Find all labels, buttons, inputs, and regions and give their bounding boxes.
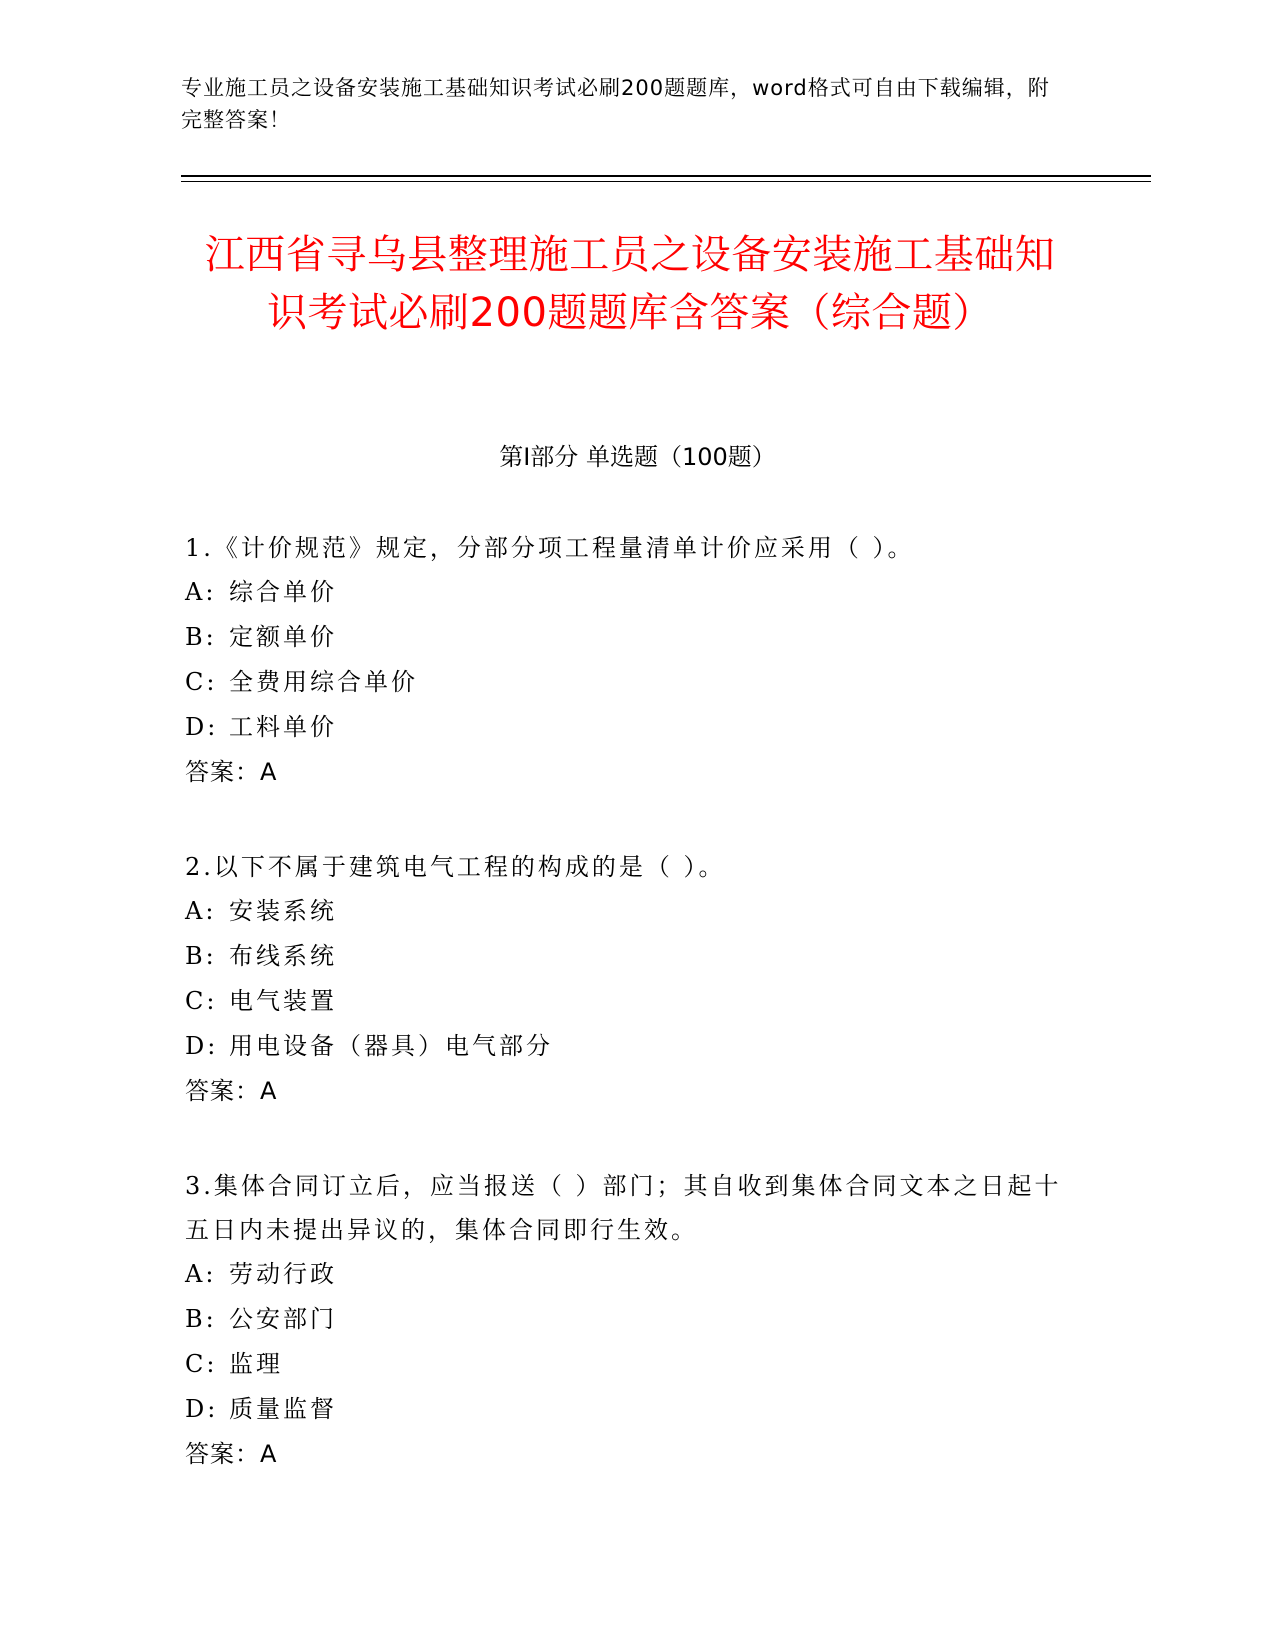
header-divider-thick xyxy=(181,175,1151,177)
option-a xyxy=(185,889,1065,934)
question-1 xyxy=(185,526,1065,795)
option-text: 劳动行政 xyxy=(229,1260,337,1288)
option-a xyxy=(185,570,1065,615)
option-text: 全费用综合单价 xyxy=(229,668,418,696)
question-stem: 2.以下不属于建筑电气工程的构成的是（ ）。 xyxy=(185,853,726,881)
option-d xyxy=(185,1024,1065,1069)
option-letter: A: xyxy=(185,897,217,925)
option-b xyxy=(185,934,1065,979)
header-divider-thin xyxy=(181,181,1151,182)
option-letter: B: xyxy=(185,623,217,651)
option-b xyxy=(185,615,1065,660)
option-letter: A: xyxy=(185,578,217,606)
option-letter: D: xyxy=(185,1032,219,1060)
question-2 xyxy=(185,845,1065,1114)
option-text: 布线系统 xyxy=(229,942,337,970)
option-b xyxy=(185,1297,1065,1342)
section-title: 第I部分 单选题（100题） xyxy=(499,443,776,471)
answer-line: 答案：A xyxy=(185,758,278,786)
answer-line: 答案：A xyxy=(185,1077,278,1105)
header-note: 专业施工员之设备安装施工基础知识考试必刷200题题库，word格式可自由下载编辑，附完整答案！ xyxy=(181,76,1050,132)
option-letter: B: xyxy=(185,1305,217,1333)
option-letter: A: xyxy=(185,1260,217,1288)
option-c xyxy=(185,660,1065,705)
document-title: 江西省寻乌县整理施工员之设备安装施工基础知识考试必刷200题题库含答案（综合题） xyxy=(204,232,1056,336)
option-letter: C: xyxy=(185,668,218,696)
question-3 xyxy=(185,1164,1065,1477)
option-letter: D: xyxy=(185,1395,219,1423)
option-letter: B: xyxy=(185,942,217,970)
option-c xyxy=(185,979,1065,1024)
option-text: 电气装置 xyxy=(229,987,337,1015)
option-text: 质量监督 xyxy=(229,1395,337,1423)
option-text: 工料单价 xyxy=(229,713,337,741)
option-d xyxy=(185,705,1065,750)
option-d xyxy=(185,1387,1065,1432)
option-text: 用电设备（器具）电气部分 xyxy=(229,1032,553,1060)
option-c xyxy=(185,1342,1065,1387)
question-list xyxy=(185,526,1065,1527)
option-letter: C: xyxy=(185,987,218,1015)
option-text: 安装系统 xyxy=(229,897,337,925)
option-text: 公安部门 xyxy=(229,1305,337,1333)
option-a xyxy=(185,1252,1065,1297)
answer-line: 答案：A xyxy=(185,1440,278,1468)
option-text: 监理 xyxy=(229,1350,283,1378)
option-letter: C: xyxy=(185,1350,218,1378)
question-stem: 1.《计价规范》规定，分部分项工程量清单计价应采用（ ）。 xyxy=(185,534,915,562)
option-text: 定额单价 xyxy=(229,623,337,651)
option-text: 综合单价 xyxy=(229,578,337,606)
question-stem: 3.集体合同订立后，应当报送（ ）部门；其自收到集体合同文本之日起十五日内未提出异议的，集体合同即行生效。 xyxy=(185,1172,1062,1244)
option-letter: D: xyxy=(185,713,219,741)
